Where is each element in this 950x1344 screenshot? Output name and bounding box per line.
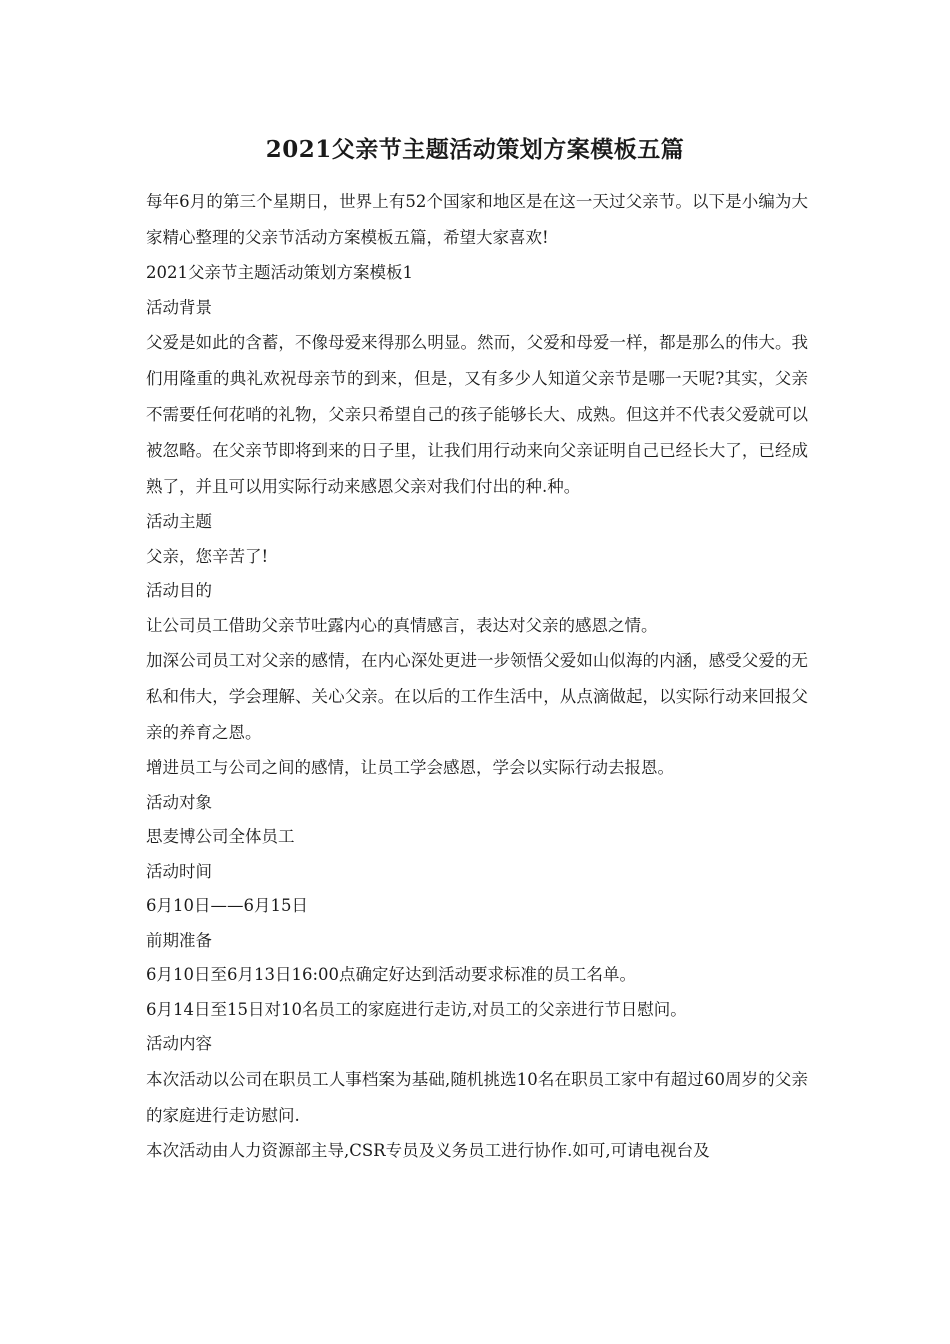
paragraph: 活动主题 xyxy=(146,512,212,531)
paragraph: 思麦博公司全体员工 xyxy=(146,827,295,846)
paragraph: 2021父亲节主题活动策划方案模板1 xyxy=(146,263,413,282)
paragraph: 前期准备 xyxy=(146,930,212,950)
paragraph: 父爱是如此的含蓄，不像母爱来得那么明显。然而，父爱和母爱一样，都是那么的伟大。我们用隆重的典礼欢祝母亲节的到来，但是，又有多少人知道父亲节是哪一天呢?其实，父亲不需要任何花哨的礼物，父亲只希望自己的孩子能够长大、成熟。但这并不代表父爱就可以被忽略。在父亲节即将到来的日子里，让我们用行动来向父亲证明自己已经长大了，已经成熟了，并且可以用实际行动来感恩父亲对我们付出的种.种。 xyxy=(146,333,808,496)
paragraph: 6月10日至6月13日16:00点确定好达到活动要求标准的员工名单。 xyxy=(146,965,637,984)
paragraph: 活动内容 xyxy=(146,1034,212,1053)
paragraph: 6月10日——6月15日 xyxy=(146,896,308,915)
paragraph: 本次活动由人力资源部主导,CSR专员及义务员工进行协作.如可,可请电视台及 xyxy=(146,1140,710,1160)
paragraph: 活动背景 xyxy=(146,297,212,317)
paragraph: 每年6月的第三个星期日，世界上有52个国家和地区是在这一天过父亲节。以下是小编为大家精心整理的父亲节活动方案模板五篇，希望大家喜欢! xyxy=(146,192,808,247)
paragraph: 活动目的 xyxy=(146,581,212,600)
paragraph: 活动对象 xyxy=(146,792,212,812)
paragraph: 增进员工与公司之间的感情，让员工学会感恩，学会以实际行动去报恩。 xyxy=(146,758,674,777)
paragraph: 让公司员工借助父亲节吐露内心的真情感言，表达对父亲的感恩之情。 xyxy=(146,615,658,635)
paragraph: 本次活动以公司在职员工人事档案为基础,随机挑选10名在职员工家中有超过60周岁的父亲的家庭进行走访慰问. xyxy=(146,1069,808,1125)
document-title: 2021父亲节主题活动策划方案模板五篇 xyxy=(265,136,685,163)
paragraph: 父亲，您辛苦了! xyxy=(146,546,269,566)
document-body xyxy=(146,184,808,1168)
paragraph: 活动时间 xyxy=(146,861,212,881)
paragraph: 6月14日至15日对10名员工的家庭进行走访,对员工的父亲进行节日慰问。 xyxy=(146,999,687,1019)
paragraph: 加深公司员工对父亲的感情，在内心深处更进一步领悟父爱如山似海的内涵，感受父爱的无私和伟大，学会理解、关心父亲。在以后的工作生活中，从点滴做起，以实际行动来回报父亲的养育之恩。 xyxy=(146,651,808,742)
